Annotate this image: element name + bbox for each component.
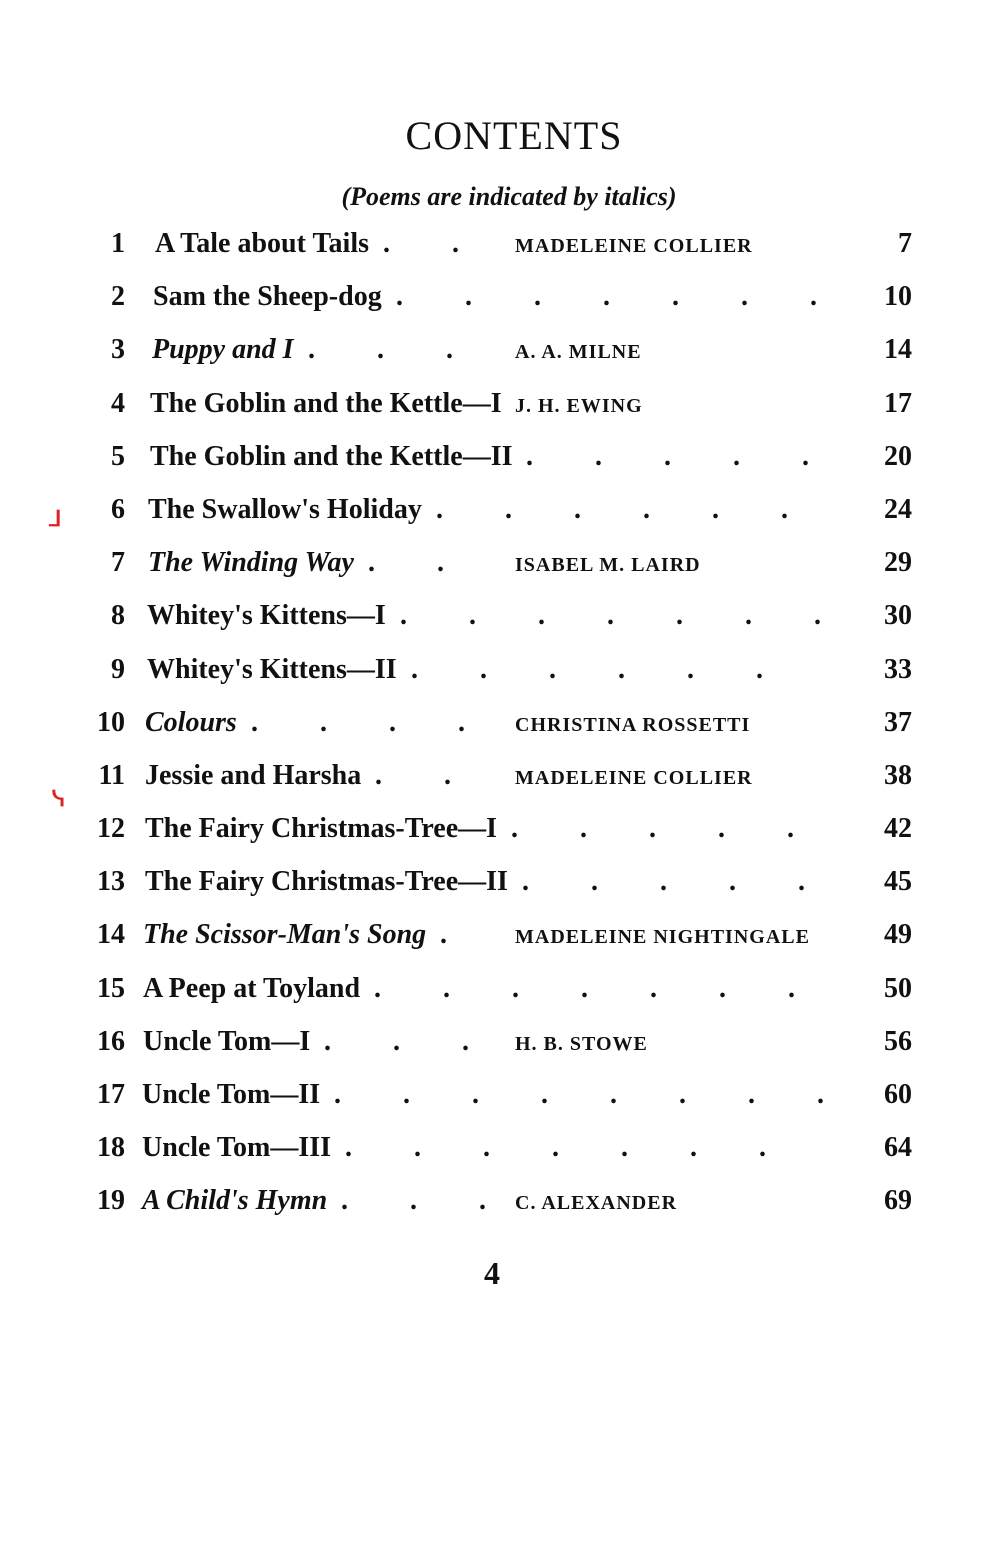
entry-title: The Fairy Christmas-Tree—I: [145, 813, 498, 845]
entry-number: 8: [111, 600, 125, 632]
entry-number: 4: [111, 387, 125, 419]
toc-entry: [0, 965, 1000, 1018]
toc-entry: [0, 805, 1000, 858]
dot-leader: . . . . .: [511, 813, 794, 845]
entry-page: 56: [884, 1025, 912, 1057]
entry-title: A Peep at Toyland: [143, 972, 361, 1004]
entry-author: A. A. MILNE: [515, 341, 642, 364]
entry-number: 17: [97, 1079, 125, 1110]
contents-list: [0, 220, 1000, 1231]
toc-entry: [0, 273, 1000, 326]
toc-entry: [0, 539, 1000, 592]
entry-title: The Scissor-Man's Song: [143, 919, 427, 951]
toc-entry: [0, 699, 1000, 752]
dot-leader: . . . . . .: [411, 653, 763, 685]
entry-title: The Goblin and the Kettle—II: [150, 440, 513, 472]
toc-entry: [0, 380, 1000, 433]
entry-page: 20: [884, 440, 912, 472]
toc-entry: [0, 220, 1000, 273]
dot-leader: . . . . . . .: [345, 1132, 766, 1164]
entry-author: ISABEL M. LAIRD: [515, 554, 701, 577]
dot-leader: . . . . . . .: [396, 281, 817, 313]
dot-leader: . . . .: [251, 706, 465, 738]
dot-leader: . . .: [341, 1185, 486, 1217]
entry-number: 9: [111, 653, 125, 685]
entry-title: Jessie and Harsha: [145, 759, 362, 791]
entry-number: 19: [97, 1185, 125, 1217]
entry-number: 10: [97, 706, 125, 738]
entry-number: 5: [111, 440, 125, 472]
entry-author: MADELEINE COLLIER: [515, 235, 753, 257]
toc-entry: [0, 433, 1000, 486]
entry-number: 15: [97, 972, 125, 1004]
toc-entry: [0, 592, 1000, 645]
dot-leader: . . . . . . . .: [334, 1079, 824, 1110]
dot-leader: . . .: [324, 1025, 469, 1057]
toc-entry: [0, 1124, 1000, 1177]
entry-title: A Child's Hymn: [142, 1185, 328, 1217]
entry-page: 29: [884, 547, 912, 579]
entry-title: Whitey's Kittens—I: [147, 600, 386, 632]
entry-title: Uncle Tom—I: [143, 1025, 311, 1057]
toc-entry: [0, 911, 1000, 964]
dot-leader: . . . . . . .: [374, 972, 795, 1004]
toc-entry: [0, 646, 1000, 699]
entry-title: A Tale about Tails: [155, 228, 370, 259]
entry-page: 30: [884, 600, 912, 632]
dot-leader: . . . . . .: [436, 493, 788, 525]
dot-leader: . .: [383, 228, 459, 259]
toc-entry: [0, 752, 1000, 805]
entry-number: 18: [97, 1132, 125, 1164]
toc-entry: [0, 1071, 1000, 1124]
entry-title: The Fairy Christmas-Tree—II: [145, 866, 508, 898]
entry-number: 2: [111, 281, 125, 313]
entry-author: MADELEINE COLLIER: [515, 766, 753, 789]
entry-page: 69: [884, 1185, 912, 1217]
entry-number: 11: [98, 759, 125, 791]
entry-page: 42: [884, 813, 912, 845]
entry-title: The Goblin and the Kettle—I: [150, 387, 502, 419]
entry-number: 1: [111, 228, 125, 259]
entry-page: 14: [884, 334, 912, 366]
entry-number: 13: [97, 866, 125, 898]
entry-author: CHRISTINA ROSSETTI: [515, 713, 751, 736]
entry-page: 64: [884, 1132, 912, 1164]
toc-entry: [0, 1018, 1000, 1071]
entry-page: 49: [884, 919, 912, 951]
entry-number: 3: [111, 334, 125, 366]
entry-title: The Winding Way: [148, 547, 354, 579]
red-pencil-mark: ᒧ: [48, 506, 62, 531]
toc-entry: [0, 486, 1000, 539]
entry-page: 60: [884, 1079, 912, 1110]
dot-leader: . .: [375, 759, 451, 791]
entry-page: 17: [884, 387, 912, 419]
entry-title: Colours: [145, 706, 237, 738]
toc-entry: [0, 326, 1000, 379]
entry-number: 6: [111, 493, 125, 525]
dot-leader: . . . . . . .: [400, 600, 821, 632]
entry-page: 33: [884, 653, 912, 685]
entry-author: C. ALEXANDER: [515, 1192, 678, 1215]
entry-number: 7: [111, 547, 125, 579]
entry-page: 45: [884, 866, 912, 898]
dot-leader: . . . . .: [522, 866, 805, 898]
entry-author: H. B. STOWE: [515, 1032, 648, 1055]
entry-page: 24: [884, 493, 912, 525]
entry-page: 38: [884, 759, 912, 791]
entry-author: MADELEINE NIGHTINGALE: [515, 926, 810, 949]
entry-title: Sam the Sheep-dog: [153, 281, 382, 313]
entry-number: 16: [97, 1025, 125, 1057]
entry-title: The Swallow's Holiday: [148, 493, 422, 525]
entry-title: Whitey's Kittens—II: [147, 653, 397, 685]
entry-page: 50: [884, 972, 912, 1004]
dot-leader: . .: [368, 547, 444, 579]
entry-title: Uncle Tom—III: [142, 1132, 332, 1164]
toc-entry: [0, 1177, 1000, 1230]
toc-entry: [0, 858, 1000, 911]
dot-leader: . . .: [308, 334, 453, 366]
page-title: CONTENTS: [405, 113, 623, 158]
entry-number: 14: [97, 919, 125, 951]
entry-title: Uncle Tom—II: [142, 1079, 321, 1110]
entry-page: 7: [898, 228, 912, 259]
dot-leader: .: [440, 919, 447, 951]
dot-leader: . . . . .: [526, 440, 809, 472]
entry-page: 10: [884, 281, 912, 313]
red-pencil-mark: ᓭ: [52, 786, 66, 811]
entry-number: 12: [97, 813, 125, 845]
entry-title: Puppy and I: [152, 334, 294, 366]
entry-author: J. H. EWING: [515, 394, 643, 417]
page-number: 4: [484, 1255, 500, 1291]
entry-page: 37: [884, 706, 912, 738]
italics-note: (Poems are indicated by italics): [341, 182, 677, 211]
